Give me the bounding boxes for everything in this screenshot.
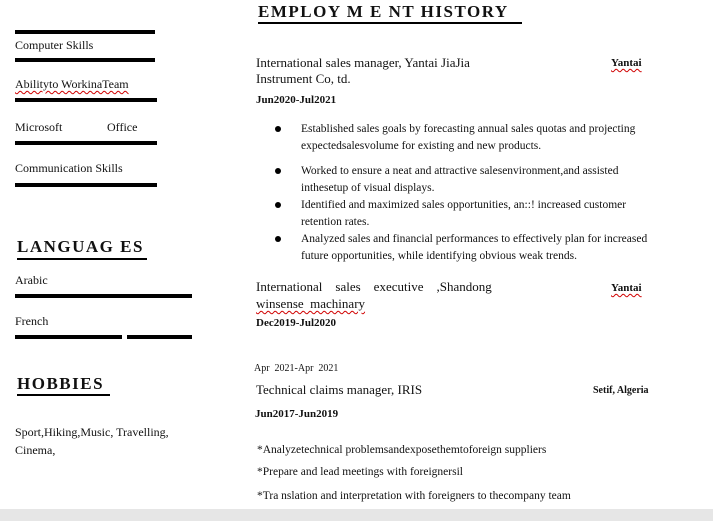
divider — [15, 335, 122, 339]
divider — [15, 58, 155, 62]
language-arabic: Arabic — [15, 273, 48, 287]
job-location: Setif, Algeria — [593, 385, 649, 396]
job-note: *Analyzetechnical problemsandexposethemtoforeign suppliers — [257, 444, 547, 456]
languages-underline — [17, 258, 147, 260]
job-title: Technical claims manager, IRIS — [256, 382, 423, 397]
job-company: Instrument Co, td. — [256, 71, 351, 86]
languages-heading: LANGUAG ES — [17, 237, 144, 256]
job-location: Yantai — [611, 282, 642, 294]
skill-office: Office — [107, 120, 138, 134]
job-bullet: Analyzed sales and financial performances to effectively plan for increased future opportunities, while identifying obvious weak trends. — [301, 233, 648, 262]
bullet-icon — [275, 168, 281, 174]
job-company: winsense machinary — [256, 296, 366, 311]
job-note: *Prepare and lead meetings with foreignersil — [257, 466, 463, 478]
job-dates: Dec2019-Jul2020 — [256, 317, 337, 329]
horizontal-scrollbar[interactable] — [0, 509, 713, 521]
job-title: International sales manager, Yantai JiaJia — [256, 55, 470, 70]
divider — [15, 30, 155, 34]
job-dates: Jun2017-Jun2019 — [255, 408, 339, 420]
bullet-icon — [275, 236, 281, 242]
job-bullet: Established sales goals by forecasting annual sales quotas and projecting expectedsalesvolume for existing and new products. — [301, 123, 636, 152]
divider — [15, 183, 157, 187]
hobbies-line-2: Cinema, — [15, 443, 56, 457]
skill-teamwork: Abilityto WorkinaTeam — [15, 77, 129, 91]
bullet-icon — [275, 202, 281, 208]
job-title: International sales executive ,Shandong — [256, 279, 492, 294]
job-location: Yantai — [611, 57, 642, 69]
job-bullet: Identified and maximized sales opportunities, an::! increased customer retention rates. — [301, 199, 627, 228]
divider — [127, 335, 192, 339]
job-bullet: Worked to ensure a neat and attractive salesenvironment,and assisted inthesetup of visual displays. — [301, 165, 619, 194]
hobbies-heading: HOBBIES — [17, 374, 105, 393]
page-title: EMPLOY M E NT HISTORY — [258, 2, 509, 21]
job-dates: Jun2020-Jul2021 — [256, 94, 337, 106]
divider — [15, 141, 157, 145]
skill-microsoft: Microsoft — [15, 120, 63, 134]
job-pre-dates: Apr 2021-Apr 2021 — [254, 363, 339, 374]
divider — [15, 98, 157, 102]
skill-computer: Computer Skills — [15, 38, 94, 52]
bullet-icon — [275, 126, 281, 132]
divider — [15, 294, 192, 298]
skill-communication: Communication Skills — [15, 161, 123, 175]
language-french: French — [15, 314, 49, 328]
title-underline — [258, 22, 522, 24]
job-note: *Tra nslation and interpretation with foreigners to thecompany team — [257, 490, 571, 502]
hobbies-underline — [17, 394, 110, 396]
hobbies-line-1: Sport,Hiking,Music, Travelling, — [15, 425, 169, 439]
